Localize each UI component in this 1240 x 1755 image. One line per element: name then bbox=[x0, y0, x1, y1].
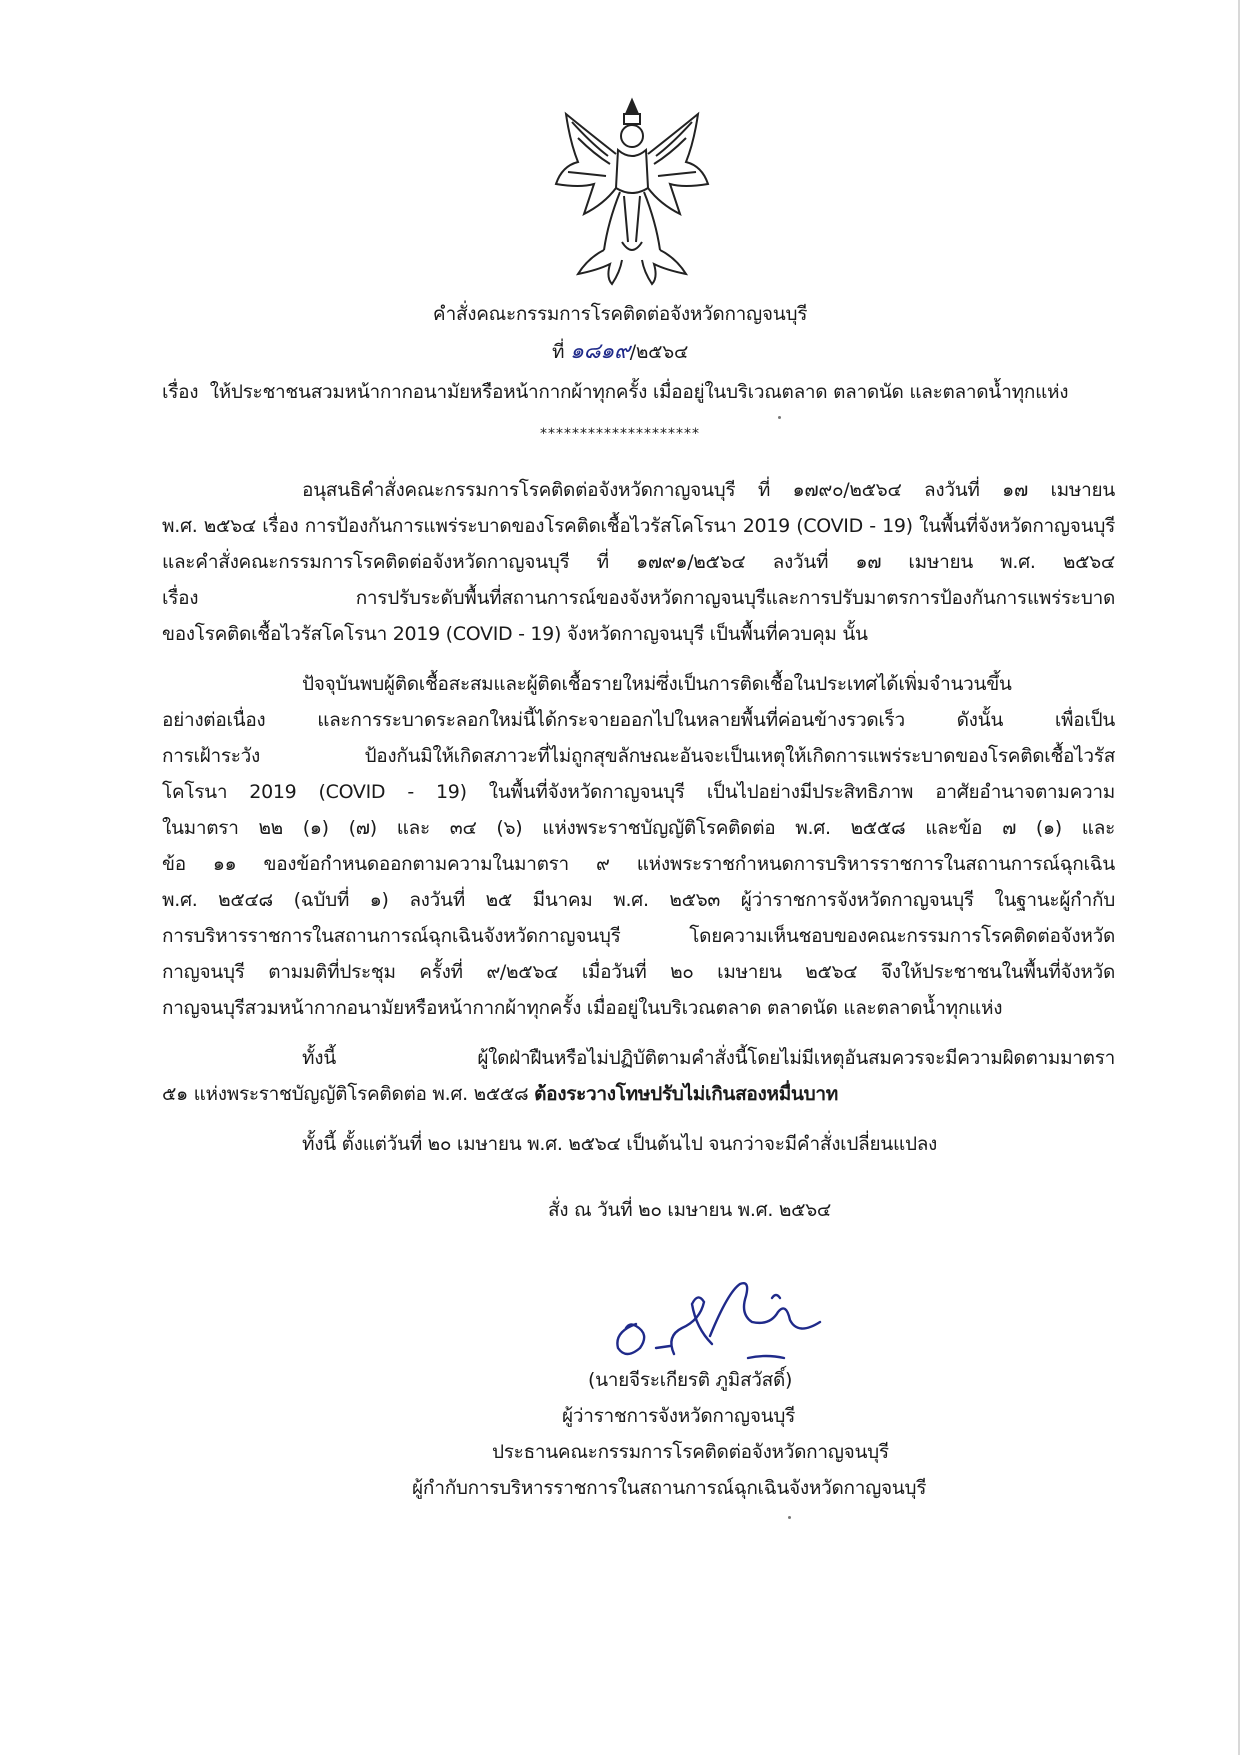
order-title: คำสั่งคณะกรรมการโรคติดต่อจังหวัดกาญจนบุรี bbox=[432, 303, 808, 325]
subject-label: เรื่อง bbox=[162, 381, 199, 403]
p2-line: โคโรนา 2019 (COVID - 19) ในพื้นที่จังหวัดกาญจนบุรี เป็นไปอย่างมีประสิทธิภาพ อาศัยอำนาจตามความ bbox=[162, 781, 1115, 803]
p1-line: ของโรคติดเชื้อไวรัสโคโรนา 2019 (COVID - 19) จังหวัดกาญจนบุรี เป็นพื้นที่ควบคุม นั้น bbox=[162, 623, 868, 645]
p2-line: พ.ศ. ๒๕๔๘ (ฉบับที่ ๑) ลงวันที่ ๒๕ มีนาคม พ.ศ. ๒๕๖๓ ผู้ว่าราชการจังหวัดกาญจนบุรี ในฐานะผู้กำกับ bbox=[162, 889, 1115, 911]
p1-line: อนุสนธิคำสั่งคณะกรรมการโรคติดต่อจังหวัดกาญจนบุรี ที่ ๑๗๙๐/๒๕๖๔ ลงวันที่ ๑๗ เมษายน bbox=[302, 479, 1115, 501]
p2-line: การเฝ้าระวัง ป้องกันมิให้เกิดสภาวะที่ไม่ถูกสุขลักษณะอันจะเป็นเหตุให้เกิดการแพร่ระบาดของโรคติดเชื้อไวรัส bbox=[162, 745, 1115, 767]
garuda-emblem-icon bbox=[548, 92, 716, 288]
p3-normal-text: ๕๑ แห่งพระราชบัญญัติโรคติดต่อ พ.ศ. ๒๕๕๘ bbox=[162, 1083, 535, 1105]
p4-line: ทั้งนี้ ตั้งแต่วันที่ ๒๐ เมษายน พ.ศ. ๒๕๖๔ เป็นต้นไป จนกว่าจะมีคำสั่งเปลี่ยนแปลง bbox=[302, 1133, 938, 1155]
handwritten-number: ๑๘๑๙ bbox=[569, 339, 630, 364]
signer-position-emergency-director: ผู้กำกับการบริหารราชการในสถานการณ์ฉุกเฉินจังหวัดกาญจนบุรี bbox=[412, 1477, 927, 1499]
p3-line bbox=[162, 1080, 838, 1108]
signer-name: (นายจีระเกียรติ ภูมิสวัสดิ์) bbox=[588, 1369, 793, 1391]
p3-bold-text: ต้องระวางโทษปรับไม่เกินสองหมื่นบาท bbox=[534, 1083, 838, 1105]
p1-line: พ.ศ. ๒๕๖๔ เรื่อง การป้องกันการแพร่ระบาดของโรคติดเชื้อไวรัสโคโรนา 2019 (COVID - 19) ในพื้นที่จังหวัดกาญจนบุรี bbox=[162, 515, 1115, 537]
p2-line: ในมาตรา ๒๒ (๑) (๗) และ ๓๔ (๖) แห่งพระราชบัญญัติโรคติดต่อ พ.ศ. ๒๕๕๘ และข้อ ๗ (๑) และ bbox=[162, 817, 1115, 839]
signer-position-governor: ผู้ว่าราชการจังหวัดกาญจนบุรี bbox=[562, 1405, 796, 1427]
p2-line: อย่างต่อเนื่อง และการระบาดระลอกใหม่นี้ได้กระจายออกไปในหลายพื้นที่ค่อนข้างรวดเร็ว ดังนั้น เพื่อเป็น bbox=[162, 709, 1115, 731]
divider: ******************** bbox=[540, 426, 700, 442]
subject-text: ให้ประชาชนสวมหน้ากากอนามัยหรือหน้ากากผ้าทุกครั้ง เมื่ออยู่ในบริเวณตลาด ตลาดนัด และตลาดน้ำทุกแห่ง bbox=[209, 381, 1069, 403]
subject-line bbox=[162, 378, 1120, 406]
p2-line: ข้อ ๑๑ ของข้อกำหนดออกตามความในมาตรา ๙ แห่งพระราชกำหนดการบริหารราชการในสถานการณ์ฉุกเฉิน bbox=[162, 853, 1115, 875]
p1-line: เรื่อง การปรับระดับพื้นที่สถานการณ์ของจังหวัดกาญจนบุรีและการปรับมาตรการป้องกันการแพร่ระบาด bbox=[162, 587, 1115, 609]
p2-line: การบริหารราชการในสถานการณ์ฉุกเฉินจังหวัดกาญจนบุรี โดยความเห็นชอบของคณะกรรมการโรคติดต่อจังหวัด bbox=[162, 925, 1115, 947]
speck bbox=[778, 416, 781, 419]
signing-date: สั่ง ณ วันที่ ๒๐ เมษายน พ.ศ. ๒๕๖๔ bbox=[548, 1199, 831, 1221]
p1-line: และคำสั่งคณะกรรมการโรคติดต่อจังหวัดกาญจนบุรี ที่ ๑๗๙๑/๒๕๖๔ ลงวันที่ ๑๗ เมษายน พ.ศ. ๒๕๖๔ bbox=[162, 551, 1115, 573]
p3-line: ทั้งนี้ ผู้ใดฝ่าฝืนหรือไม่ปฏิบัติตามคำสั่งนี้โดยไม่มีเหตุอันสมควรจะมีความผิดตามมาตรา bbox=[302, 1047, 1115, 1069]
p2-line: กาญจนบุรีสวมหน้ากากอนามัยหรือหน้ากากผ้าทุกครั้ง เมื่ออยู่ในบริเวณตลาด ตลาดนัด และตลาดน้ำทุกแห่ง bbox=[162, 997, 1003, 1019]
speck bbox=[788, 1516, 791, 1519]
signature bbox=[600, 1262, 840, 1372]
order-number bbox=[0, 338, 1240, 366]
number-suffix: /๒๕๖๔ bbox=[629, 341, 689, 363]
number-prefix: ที่ bbox=[551, 341, 565, 363]
signer-position-chair: ประธานคณะกรรมการโรคติดต่อจังหวัดกาญจนบุรี bbox=[492, 1441, 889, 1463]
p2-line: ปัจจุบันพบผู้ติดเชื้อสะสมและผู้ติดเชื้อรายใหม่ซึ่งเป็นการติดเชื้อในประเทศได้เพิ่มจำนวนขึ้น bbox=[302, 673, 1012, 695]
p2-line: กาญจนบุรี ตามมติที่ประชุม ครั้งที่ ๙/๒๕๖๔ เมื่อวันที่ ๒๐ เมษายน ๒๕๖๔ จึงให้ประชาชนในพื้นที่จังหวัด bbox=[162, 961, 1115, 983]
